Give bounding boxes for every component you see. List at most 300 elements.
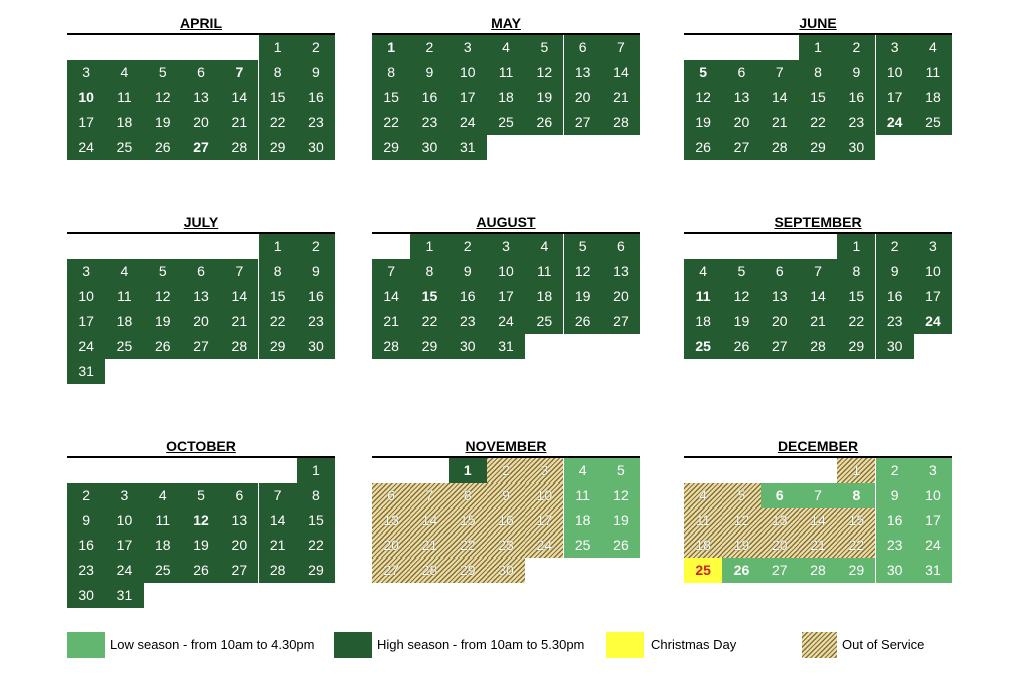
day-cell: 15: [410, 284, 448, 309]
day-cell: 29: [372, 135, 410, 160]
day-cell: 29: [297, 558, 335, 583]
day-cell: 11: [487, 60, 525, 85]
day-cell: 27: [372, 558, 410, 583]
day-cell: 12: [144, 284, 182, 309]
day-cell: 15: [837, 284, 875, 309]
day-cell: 11: [564, 483, 602, 508]
day-cell: 25: [684, 334, 722, 359]
day-cell: 16: [67, 533, 105, 558]
day-cell: 23: [876, 309, 914, 334]
day-cell: 13: [220, 508, 258, 533]
day-cell: 29: [837, 334, 875, 359]
day-cell: 9: [837, 60, 875, 85]
day-cell: 26: [684, 135, 722, 160]
day-cell: 3: [449, 35, 487, 60]
legend-label-christmas: Christmas Day: [651, 637, 737, 652]
day-cell: 3: [67, 259, 105, 284]
day-cell: 26: [144, 135, 182, 160]
day-cell: 18: [487, 85, 525, 110]
day-cell: 10: [449, 60, 487, 85]
day-cell: 3: [487, 234, 525, 259]
day-cell: 17: [449, 85, 487, 110]
month-november: [372, 436, 640, 608]
legend-label-low: Low season - from 10am to 4.30pm: [110, 637, 315, 652]
day-cell: 5: [602, 458, 640, 483]
day-cell: 12: [144, 85, 182, 110]
day-cell: 15: [837, 508, 875, 533]
day-cell: 26: [722, 558, 760, 583]
day-cell: 26: [144, 334, 182, 359]
day-cell: 10: [525, 483, 563, 508]
day-cell: 18: [105, 309, 143, 334]
day-cell: 21: [799, 533, 837, 558]
day-cell: 13: [602, 259, 640, 284]
day-cell: 24: [105, 558, 143, 583]
day-cell: 20: [761, 533, 799, 558]
day-cell: 15: [799, 85, 837, 110]
day-cell: 11: [105, 85, 143, 110]
day-cell: 6: [602, 234, 640, 259]
day-cell: 2: [410, 35, 448, 60]
day-cell: 15: [259, 85, 297, 110]
day-cell: 15: [259, 284, 297, 309]
day-cell: 16: [297, 284, 335, 309]
legend-swatch-low: [67, 632, 105, 658]
day-cell: 24: [525, 533, 563, 558]
day-cell: 28: [372, 334, 410, 359]
day-cell: 24: [67, 135, 105, 160]
day-cell: 16: [487, 508, 525, 533]
day-cell: 30: [449, 334, 487, 359]
day-cell: 22: [372, 110, 410, 135]
day-cell: 25: [684, 558, 722, 583]
day-cell: 23: [449, 309, 487, 334]
day-cell: 28: [220, 334, 258, 359]
day-cell: 14: [761, 85, 799, 110]
day-cell: 6: [761, 483, 799, 508]
day-cell: 3: [914, 234, 952, 259]
day-cell: 8: [297, 483, 335, 508]
day-cell: 24: [67, 334, 105, 359]
month-grid: [372, 33, 640, 185]
day-cell: 13: [182, 85, 220, 110]
day-cell: 13: [761, 508, 799, 533]
day-cell: 8: [259, 60, 297, 85]
day-cell: 20: [182, 110, 220, 135]
day-cell: 12: [564, 259, 602, 284]
day-cell: 30: [297, 135, 335, 160]
day-cell: 10: [487, 259, 525, 284]
day-cell: 14: [799, 284, 837, 309]
legend-swatch-christmas: [606, 632, 644, 658]
day-cell: 2: [297, 234, 335, 259]
month-title: MAY: [491, 15, 521, 31]
day-cell: 27: [182, 135, 220, 160]
day-cell: 15: [449, 508, 487, 533]
day-cell: 13: [564, 60, 602, 85]
day-cell: 17: [67, 110, 105, 135]
legend-swatch-high: [334, 632, 372, 658]
day-cell: 17: [914, 508, 952, 533]
day-cell: 6: [182, 259, 220, 284]
day-cell: 24: [449, 110, 487, 135]
day-cell: 16: [297, 85, 335, 110]
month-title: JULY: [183, 214, 219, 230]
day-cell: 4: [144, 483, 182, 508]
day-cell: 17: [105, 533, 143, 558]
day-cell: 23: [837, 110, 875, 135]
day-cell: 27: [564, 110, 602, 135]
day-cell: 17: [525, 508, 563, 533]
day-cell: 22: [259, 110, 297, 135]
day-cell: 11: [684, 508, 722, 533]
day-cell: 5: [182, 483, 220, 508]
day-cell: 30: [67, 583, 105, 608]
day-cell: 20: [220, 533, 258, 558]
day-cell: 2: [837, 35, 875, 60]
day-cell: 18: [684, 533, 722, 558]
day-cell: 26: [564, 309, 602, 334]
day-cell: 9: [487, 483, 525, 508]
day-cell: 20: [372, 533, 410, 558]
month-title: SEPTEMBER: [774, 214, 862, 230]
month-june: [684, 13, 952, 185]
day-cell: 3: [105, 483, 143, 508]
day-cell: 25: [105, 135, 143, 160]
day-cell: 8: [449, 483, 487, 508]
day-cell: 27: [602, 309, 640, 334]
day-cell: 1: [297, 458, 335, 483]
day-cell: 1: [259, 234, 297, 259]
day-cell: 30: [297, 334, 335, 359]
day-cell: 3: [67, 60, 105, 85]
day-cell: 17: [914, 284, 952, 309]
day-cell: 7: [761, 60, 799, 85]
day-cell: 8: [259, 259, 297, 284]
day-cell: 15: [372, 85, 410, 110]
day-cell: 11: [144, 508, 182, 533]
day-cell: 1: [837, 234, 875, 259]
day-cell: 16: [876, 508, 914, 533]
month-july: [67, 212, 335, 384]
day-cell: 17: [876, 85, 914, 110]
day-cell: 1: [259, 35, 297, 60]
day-cell: 19: [722, 309, 760, 334]
day-cell: 21: [220, 110, 258, 135]
day-cell: 10: [876, 60, 914, 85]
month-title: DECEMBER: [777, 438, 859, 454]
day-cell: 11: [914, 60, 952, 85]
month-grid: [372, 232, 640, 384]
day-cell: 28: [410, 558, 448, 583]
month-grid: [372, 456, 640, 608]
day-cell: 1: [449, 458, 487, 483]
day-cell: 25: [105, 334, 143, 359]
day-cell: 24: [876, 110, 914, 135]
month-grid: [684, 33, 952, 185]
day-cell: 7: [602, 35, 640, 60]
day-cell: 21: [410, 533, 448, 558]
day-cell: 25: [564, 533, 602, 558]
month-april: [67, 13, 335, 185]
month-may: [372, 13, 640, 185]
day-cell: 20: [564, 85, 602, 110]
day-cell: 7: [220, 60, 258, 85]
day-cell: 7: [372, 259, 410, 284]
day-cell: 21: [220, 309, 258, 334]
day-cell: 12: [684, 85, 722, 110]
day-cell: 10: [105, 508, 143, 533]
day-cell: 22: [449, 533, 487, 558]
day-cell: 13: [722, 85, 760, 110]
legend: [0, 632, 1024, 660]
day-cell: 25: [914, 110, 952, 135]
month-december: [684, 436, 952, 608]
month-grid: [684, 456, 952, 608]
day-cell: 21: [372, 309, 410, 334]
day-cell: 4: [105, 60, 143, 85]
day-cell: 25: [525, 309, 563, 334]
day-cell: 21: [761, 110, 799, 135]
day-cell: 28: [761, 135, 799, 160]
day-cell: 21: [259, 533, 297, 558]
day-cell: 26: [182, 558, 220, 583]
day-cell: 10: [914, 483, 952, 508]
day-cell: 20: [602, 284, 640, 309]
day-cell: 10: [914, 259, 952, 284]
day-cell: 22: [799, 110, 837, 135]
day-cell: 4: [525, 234, 563, 259]
day-cell: 27: [761, 558, 799, 583]
day-cell: 12: [602, 483, 640, 508]
month-title: APRIL: [180, 15, 222, 31]
month-title: AUGUST: [476, 214, 536, 230]
day-cell: 6: [564, 35, 602, 60]
month-title: NOVEMBER: [465, 438, 547, 454]
day-cell: 4: [105, 259, 143, 284]
day-cell: 7: [799, 483, 837, 508]
day-cell: 18: [525, 284, 563, 309]
day-cell: 24: [914, 533, 952, 558]
day-cell: 11: [684, 284, 722, 309]
day-cell: 22: [297, 533, 335, 558]
day-cell: 22: [837, 309, 875, 334]
day-cell: 19: [602, 508, 640, 533]
day-cell: 22: [837, 533, 875, 558]
day-cell: 7: [799, 259, 837, 284]
day-cell: 23: [297, 110, 335, 135]
day-cell: 4: [914, 35, 952, 60]
legend-swatch-out-of-service: [802, 632, 837, 658]
month-title: OCTOBER: [166, 438, 236, 454]
month-grid: [67, 456, 335, 608]
day-cell: 19: [144, 309, 182, 334]
day-cell: 16: [837, 85, 875, 110]
day-cell: 2: [876, 234, 914, 259]
day-cell: 7: [259, 483, 297, 508]
day-cell: 18: [105, 110, 143, 135]
day-cell: 17: [67, 309, 105, 334]
month-september: [684, 212, 952, 384]
month-grid: [684, 232, 952, 384]
day-cell: 12: [525, 60, 563, 85]
day-cell: 27: [182, 334, 220, 359]
day-cell: 26: [602, 533, 640, 558]
day-cell: 28: [799, 558, 837, 583]
day-cell: 23: [410, 110, 448, 135]
day-cell: 27: [220, 558, 258, 583]
day-cell: 12: [722, 284, 760, 309]
day-cell: 29: [259, 334, 297, 359]
day-cell: 8: [372, 60, 410, 85]
day-cell: 5: [144, 259, 182, 284]
day-cell: 10: [67, 284, 105, 309]
day-cell: 16: [410, 85, 448, 110]
day-cell: 3: [914, 458, 952, 483]
day-cell: 9: [297, 259, 335, 284]
day-cell: 29: [799, 135, 837, 160]
day-cell: 6: [220, 483, 258, 508]
day-cell: 20: [722, 110, 760, 135]
day-cell: 29: [837, 558, 875, 583]
day-cell: 18: [684, 309, 722, 334]
day-cell: 5: [684, 60, 722, 85]
day-cell: 23: [487, 533, 525, 558]
day-cell: 30: [876, 334, 914, 359]
day-cell: 20: [182, 309, 220, 334]
day-cell: 23: [297, 309, 335, 334]
day-cell: 1: [372, 35, 410, 60]
day-cell: 14: [799, 508, 837, 533]
day-cell: 19: [144, 110, 182, 135]
day-cell: 9: [876, 483, 914, 508]
day-cell: 5: [144, 60, 182, 85]
month-grid: [67, 33, 335, 185]
day-cell: 19: [684, 110, 722, 135]
day-cell: 16: [876, 284, 914, 309]
day-cell: 17: [487, 284, 525, 309]
day-cell: 28: [259, 558, 297, 583]
day-cell: 5: [564, 234, 602, 259]
day-cell: 30: [487, 558, 525, 583]
day-cell: 9: [297, 60, 335, 85]
day-cell: 9: [876, 259, 914, 284]
month-grid: [67, 232, 335, 384]
day-cell: 4: [684, 259, 722, 284]
day-cell: 13: [372, 508, 410, 533]
day-cell: 2: [487, 458, 525, 483]
day-cell: 18: [914, 85, 952, 110]
day-cell: 13: [182, 284, 220, 309]
day-cell: 4: [564, 458, 602, 483]
day-cell: 24: [914, 309, 952, 334]
day-cell: 11: [105, 284, 143, 309]
day-cell: 4: [487, 35, 525, 60]
day-cell: 28: [602, 110, 640, 135]
day-cell: 7: [220, 259, 258, 284]
day-cell: 14: [372, 284, 410, 309]
day-cell: 5: [722, 259, 760, 284]
day-cell: 30: [876, 558, 914, 583]
day-cell: 2: [67, 483, 105, 508]
day-cell: 3: [876, 35, 914, 60]
day-cell: 19: [525, 85, 563, 110]
day-cell: 21: [602, 85, 640, 110]
day-cell: 27: [761, 334, 799, 359]
day-cell: 31: [449, 135, 487, 160]
day-cell: 6: [761, 259, 799, 284]
day-cell: 18: [564, 508, 602, 533]
day-cell: 22: [259, 309, 297, 334]
day-cell: 26: [722, 334, 760, 359]
day-cell: 31: [105, 583, 143, 608]
day-cell: 27: [722, 135, 760, 160]
day-cell: 12: [722, 508, 760, 533]
day-cell: 10: [67, 85, 105, 110]
day-cell: 2: [449, 234, 487, 259]
day-cell: 4: [684, 483, 722, 508]
day-cell: 23: [67, 558, 105, 583]
legend-label-out-of-service: Out of Service: [842, 637, 925, 652]
day-cell: 1: [837, 458, 875, 483]
day-cell: 19: [564, 284, 602, 309]
day-cell: 6: [182, 60, 220, 85]
day-cell: 20: [761, 309, 799, 334]
month-title: JUNE: [799, 15, 837, 31]
day-cell: 6: [722, 60, 760, 85]
day-cell: 1: [410, 234, 448, 259]
day-cell: 5: [525, 35, 563, 60]
day-cell: 9: [410, 60, 448, 85]
day-cell: 30: [837, 135, 875, 160]
day-cell: 13: [761, 284, 799, 309]
day-cell: 14: [220, 284, 258, 309]
day-cell: 6: [372, 483, 410, 508]
day-cell: 31: [914, 558, 952, 583]
day-cell: 19: [722, 533, 760, 558]
day-cell: 26: [525, 110, 563, 135]
day-cell: 25: [487, 110, 525, 135]
day-cell: 12: [182, 508, 220, 533]
month-august: [372, 212, 640, 384]
day-cell: 23: [876, 533, 914, 558]
day-cell: 8: [837, 483, 875, 508]
day-cell: 7: [410, 483, 448, 508]
day-cell: 30: [410, 135, 448, 160]
day-cell: 5: [722, 483, 760, 508]
day-cell: 16: [449, 284, 487, 309]
day-cell: 29: [259, 135, 297, 160]
day-cell: 24: [487, 309, 525, 334]
day-cell: 14: [220, 85, 258, 110]
legend-label-high: High season - from 10am to 5.30pm: [377, 637, 585, 652]
day-cell: 31: [67, 359, 105, 384]
day-cell: 3: [525, 458, 563, 483]
day-cell: 28: [220, 135, 258, 160]
day-cell: 14: [410, 508, 448, 533]
day-cell: 21: [799, 309, 837, 334]
month-october: [67, 436, 335, 608]
day-cell: 2: [876, 458, 914, 483]
day-cell: 22: [410, 309, 448, 334]
day-cell: 9: [67, 508, 105, 533]
day-cell: 11: [525, 259, 563, 284]
day-cell: 29: [449, 558, 487, 583]
day-cell: 25: [144, 558, 182, 583]
day-cell: 28: [799, 334, 837, 359]
day-cell: 1: [799, 35, 837, 60]
day-cell: 2: [297, 35, 335, 60]
